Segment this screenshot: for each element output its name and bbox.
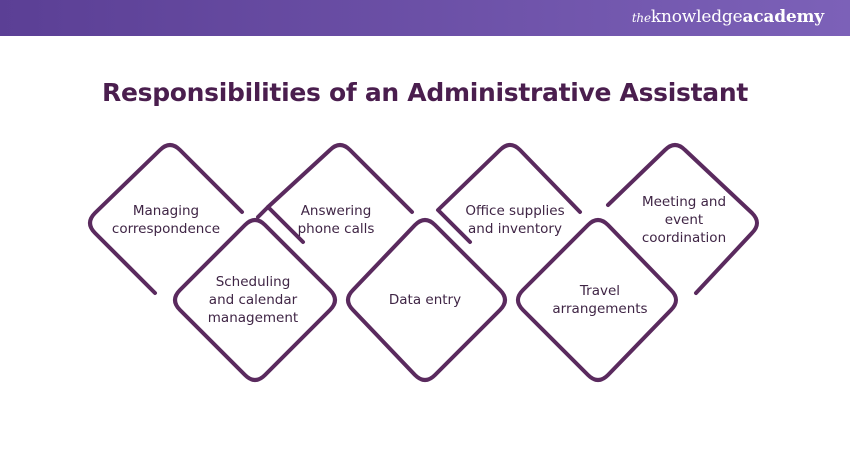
diamond-tip-overlap-1: [258, 207, 268, 217]
item-office-supplies: Office supplies and inventory: [465, 203, 565, 237]
item-scheduling: Scheduling and calendar management: [207, 274, 299, 326]
item-meeting-coordination: Meeting and event coordination: [641, 194, 727, 246]
item-managing-correspondence: Managing correspondence: [111, 203, 221, 237]
item-answering-phone-calls: Answering phone calls: [297, 203, 375, 237]
item-travel-arrangements: Travel arrangements: [552, 283, 648, 317]
page-title: Responsibilities of an Administrative Assistant: [102, 78, 748, 107]
item-data-entry: Data entry: [388, 292, 462, 308]
brand-logo: theknowledgeacademy: [631, 7, 824, 27]
